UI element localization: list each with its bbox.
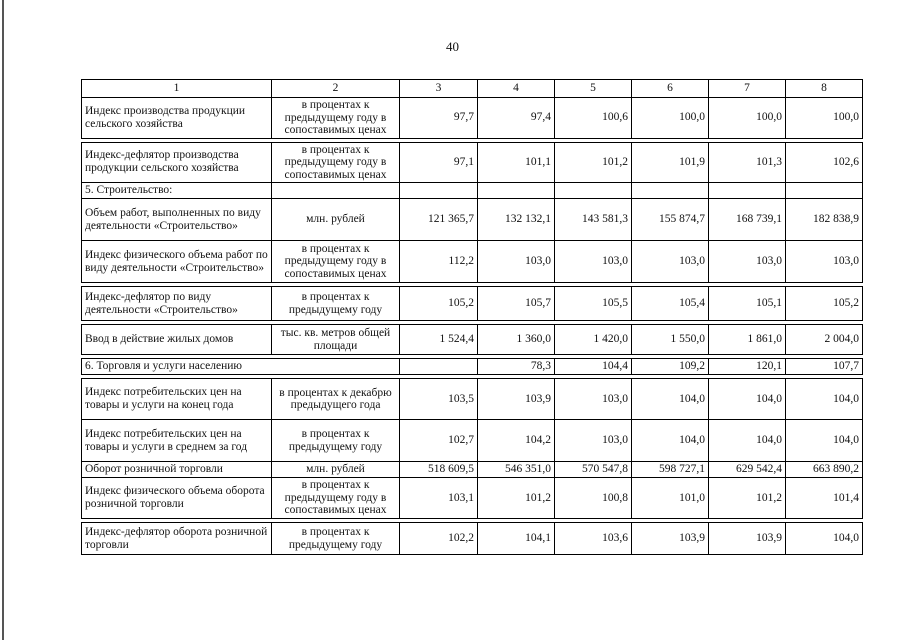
value-cell: 103,0 — [555, 241, 632, 283]
value-cell: 103,9 — [478, 379, 555, 420]
table-row — [82, 523, 863, 555]
indicator-unit: млн. рублей — [272, 462, 400, 478]
value-cell: 103,0 — [786, 241, 863, 283]
indicator-unit: в процентах к предыдущему году — [272, 523, 400, 555]
indicator-unit: млн. рублей — [272, 199, 400, 241]
indicator-name: Индекс физического объема оборота розничной торговли — [82, 478, 272, 519]
section-row — [82, 183, 863, 199]
table-row — [82, 478, 863, 519]
value-cell: 103,9 — [709, 523, 786, 555]
indicator-unit: тыс. кв. метров общей площади — [272, 325, 400, 355]
scan-left-edge — [2, 0, 4, 640]
column-header: 8 — [786, 80, 863, 98]
value-cell: 570 547,8 — [555, 462, 632, 478]
value-cell: 97,4 — [478, 98, 555, 139]
value-cell: 629 542,4 — [709, 462, 786, 478]
indicator-unit: в процентах к предыдущему году — [272, 420, 400, 462]
value-cell: 103,9 — [632, 523, 709, 555]
indicator-name: Индекс потребительских цен на товары и услуги в среднем за год — [82, 420, 272, 462]
value-cell: 104,0 — [786, 420, 863, 462]
value-cell: 102,7 — [400, 420, 478, 462]
value-cell: 100,0 — [709, 98, 786, 139]
value-cell: 112,2 — [400, 241, 478, 283]
value-cell: 105,5 — [555, 287, 632, 321]
value-cell: 100,0 — [632, 98, 709, 139]
indicator-unit: в процентах к предыдущему году в сопоставимых ценах — [272, 98, 400, 139]
column-header: 2 — [272, 80, 400, 98]
empty-cell — [786, 183, 863, 199]
empty-cell — [709, 183, 786, 199]
value-cell: 663 890,2 — [786, 462, 863, 478]
indicator-unit: в процентах к предыдущему году — [272, 287, 400, 321]
value-cell: 97,7 — [400, 98, 478, 139]
value-cell: 104,0 — [709, 379, 786, 420]
section-row — [82, 359, 863, 375]
value-cell: 103,0 — [632, 241, 709, 283]
value-cell: 105,2 — [786, 287, 863, 321]
value-cell: 97,1 — [400, 142, 478, 183]
value-cell: 155 874,7 — [632, 199, 709, 241]
value-cell: 103,1 — [400, 478, 478, 519]
value-cell: 109,2 — [632, 359, 709, 375]
column-header: 3 — [400, 80, 478, 98]
value-cell: 107,7 — [786, 359, 863, 375]
table-row — [82, 287, 863, 321]
value-cell: 518 609,5 — [400, 462, 478, 478]
indicator-name: Ввод в действие жилых домов — [82, 325, 272, 355]
value-cell: 103,5 — [400, 379, 478, 420]
table-row — [82, 325, 863, 355]
value-cell: 546 351,0 — [478, 462, 555, 478]
value-cell: 104,0 — [786, 379, 863, 420]
value-cell: 105,2 — [400, 287, 478, 321]
value-cell: 101,2 — [478, 478, 555, 519]
value-cell: 101,0 — [632, 478, 709, 519]
value-cell: 103,0 — [709, 241, 786, 283]
empty-cell — [272, 183, 400, 199]
column-header: 4 — [478, 80, 555, 98]
indicator-name: Индекс-дефлятор оборота розничной торговли — [82, 523, 272, 555]
value-cell: 101,2 — [709, 478, 786, 519]
value-cell — [400, 359, 478, 375]
value-cell: 168 739,1 — [709, 199, 786, 241]
value-cell: 103,6 — [555, 523, 632, 555]
value-cell: 103,0 — [555, 420, 632, 462]
indicator-name: Индекс потребительских цен на товары и услуги на конец года — [82, 379, 272, 420]
empty-cell — [478, 183, 555, 199]
indicator-unit: в процентах к предыдущему году в сопоставимых ценах — [272, 478, 400, 519]
value-cell: 120,1 — [709, 359, 786, 375]
header-row — [82, 80, 863, 98]
empty-cell — [555, 183, 632, 199]
value-cell: 103,0 — [555, 379, 632, 420]
value-cell: 101,4 — [786, 478, 863, 519]
indicator-unit: в процентах к декабрю предыдущего года — [272, 379, 400, 420]
indicator-name: Индекс-дефлятор по виду деятельности «Строительство» — [82, 287, 272, 321]
value-cell: 100,8 — [555, 478, 632, 519]
empty-cell — [400, 183, 478, 199]
value-cell: 104,0 — [786, 523, 863, 555]
value-cell: 105,1 — [709, 287, 786, 321]
value-cell: 104,0 — [632, 379, 709, 420]
value-cell: 104,0 — [632, 420, 709, 462]
column-header: 1 — [82, 80, 272, 98]
value-cell: 101,2 — [555, 142, 632, 183]
value-cell: 103,0 — [478, 241, 555, 283]
value-cell: 101,3 — [709, 142, 786, 183]
indicator-name: Индекс производства продукции сельского хозяйства — [82, 98, 272, 139]
value-cell: 143 581,3 — [555, 199, 632, 241]
indicators-table — [81, 79, 863, 555]
value-cell: 598 727,1 — [632, 462, 709, 478]
value-cell: 100,6 — [555, 98, 632, 139]
section-title: 6. Торговля и услуги населению — [82, 359, 400, 375]
value-cell: 104,2 — [478, 420, 555, 462]
section-title: 5. Строительство: — [82, 183, 272, 199]
value-cell: 104,1 — [478, 523, 555, 555]
value-cell: 104,0 — [709, 420, 786, 462]
column-header: 6 — [632, 80, 709, 98]
value-cell: 102,6 — [786, 142, 863, 183]
page-number: 40 — [446, 39, 459, 54]
indicator-unit: в процентах к предыдущему году в сопоставимых ценах — [272, 241, 400, 283]
column-header: 7 — [709, 80, 786, 98]
value-cell: 78,3 — [478, 359, 555, 375]
table-row — [82, 199, 863, 241]
value-cell: 132 132,1 — [478, 199, 555, 241]
value-cell: 104,4 — [555, 359, 632, 375]
empty-cell — [632, 183, 709, 199]
table-row — [82, 98, 863, 139]
value-cell: 101,1 — [478, 142, 555, 183]
value-cell: 1 420,0 — [555, 325, 632, 355]
value-cell: 182 838,9 — [786, 199, 863, 241]
value-cell: 1 550,0 — [632, 325, 709, 355]
value-cell: 105,7 — [478, 287, 555, 321]
table-row — [82, 420, 863, 462]
value-cell: 121 365,7 — [400, 199, 478, 241]
value-cell: 101,9 — [632, 142, 709, 183]
indicator-name: Объем работ, выполненных по виду деятельности «Строительство» — [82, 199, 272, 241]
value-cell: 2 004,0 — [786, 325, 863, 355]
table-row — [82, 241, 863, 283]
table-row — [82, 142, 863, 183]
indicator-name: Индекс-дефлятор производства продукции сельского хозяйства — [82, 142, 272, 183]
value-cell: 102,2 — [400, 523, 478, 555]
value-cell: 100,0 — [786, 98, 863, 139]
indicator-name: Оборот розничной торговли — [82, 462, 272, 478]
value-cell: 1 524,4 — [400, 325, 478, 355]
table-row — [82, 462, 863, 478]
value-cell: 1 861,0 — [709, 325, 786, 355]
value-cell: 1 360,0 — [478, 325, 555, 355]
indicator-name: Индекс физического объема работ по виду деятельности «Строительство» — [82, 241, 272, 283]
column-header: 5 — [555, 80, 632, 98]
table-row — [82, 379, 863, 420]
value-cell: 105,4 — [632, 287, 709, 321]
indicator-unit: в процентах к предыдущему году в сопоставимых ценах — [272, 142, 400, 183]
